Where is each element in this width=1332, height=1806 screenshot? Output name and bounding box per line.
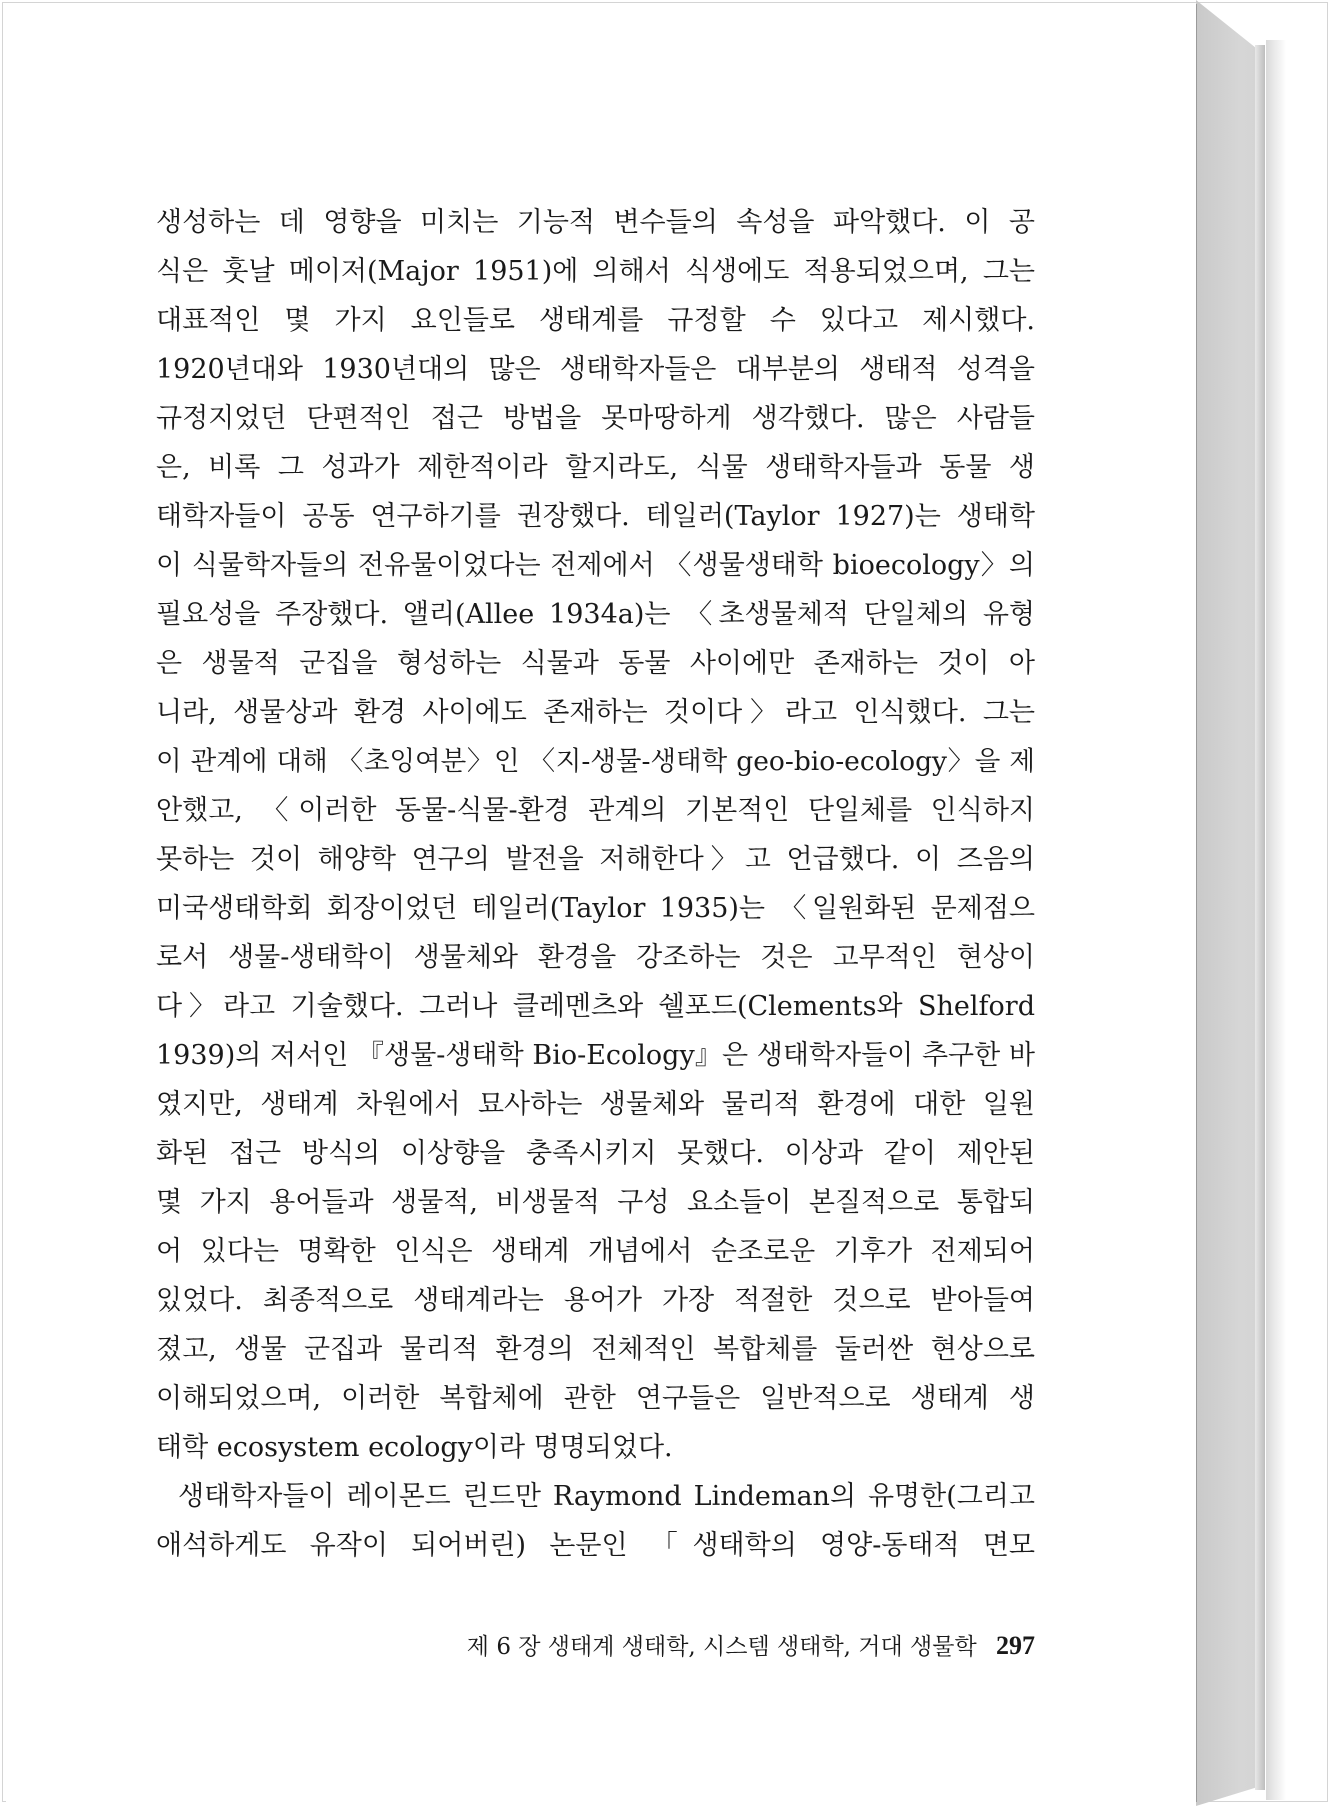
text-line: 화된 접근 방식의 이상향을 충족시키지 못했다. 이상과 같이 제안된 [156,1138,1035,1169]
page-number: 297 [996,1631,1035,1660]
book-spine-shadow [1266,40,1286,1800]
text-line: 필요성을 주장했다. 앨리(Allee 1934a)는 〈초생물체적 단일체의 유형 [156,599,1035,630]
text-line: 은, 비록 그 성과가 제한적이라 할지라도, 식물 생태학자들과 동물 생 [156,452,1035,483]
text-line: 안했고, 〈이러한 동물-식물-환경 관계의 기본적인 단일체를 인식하지 [156,795,1035,826]
body-text [156,198,1035,1570]
text-line: 식은 훗날 메이저(Major 1951)에 의해서 식생에도 적용되었으며, 그는 [156,256,1035,287]
text-line: 어 있다는 명확한 인식은 생태계 개념에서 순조로운 기후가 전제되어 [156,1236,1035,1267]
text-line: 못하는 것이 해양학 연구의 발전을 저해한다〉고 언급했다. 이 즈음의 [156,844,1035,875]
text-line: 생성하는 데 영향을 미치는 기능적 변수들의 속성을 파악했다. 이 공 [156,207,1035,238]
text-line: 로서 생물-생태학이 생물체와 환경을 강조하는 것은 고무적인 현상이 [156,942,1035,973]
text-line: 있었다. 최종적으로 생태계라는 용어가 가장 적절한 것으로 받아들여 [156,1285,1035,1316]
text-line: 이 식물학자들의 전유물이었다는 전제에서 〈생물생태학 bioecology〉의 [156,550,1035,581]
text-line: 1920년대와 1930년대의 많은 생태학자들은 대부분의 생태적 성격을 [156,354,1035,385]
text-line: 애석하게도 유작이 되어버린) 논문인 「생태학의 영양-동태적 면모 [156,1530,1035,1561]
text-line: 생태학자들이 레이몬드 린드만 Raymond Lindeman의 유명한(그리고 [178,1481,1035,1512]
book-page [6,4,1197,1802]
text-line: 대표적인 몇 가지 요인들로 생태계를 규정할 수 있다고 제시했다. [156,305,1035,336]
page-footer [156,1628,1035,1661]
text-line: 1939)의 저서인 『생물-생태학 Bio-Ecology』은 생태학자들이 추구한 바 [156,1040,1035,1071]
text-line: 니라, 생물상과 환경 사이에도 존재하는 것이다〉라고 인식했다. 그는 [156,697,1035,728]
text-line: 태학 ecosystem ecology이라 명명되었다. [156,1432,673,1463]
text-line: 태학자들이 공동 연구하기를 권장했다. 테일러(Taylor 1927)는 생태학 [156,501,1035,532]
text-line: 규정지었던 단편적인 접근 방법을 못마땅하게 생각했다. 많은 사람들 [156,403,1035,434]
book-spine-highlight [1255,45,1265,1790]
text-line: 다〉라고 기술했다. 그러나 클레멘츠와 쉘포드(Clements와 Shelford [156,991,1035,1022]
text-line: 였지만, 생태계 차원에서 묘사하는 생물체와 물리적 환경에 대한 일원 [156,1089,1035,1120]
text-line: 졌고, 생물 군집과 물리적 환경의 전체적인 복합체를 둘러싼 현상으로 [156,1334,1035,1365]
text-line: 몇 가지 용어들과 생물적, 비생물적 구성 요소들이 본질적으로 통합되 [156,1187,1035,1218]
text-line: 이해되었으며, 이러한 복합체에 관한 연구들은 일반적으로 생태계 생 [156,1383,1035,1414]
text-line: 은 생물적 군집을 형성하는 식물과 동물 사이에만 존재하는 것이 아 [156,648,1035,679]
text-line: 이 관계에 대해 〈초잉여분〉인 〈지-생물-생태학 geo-bio-ecology〉을 제 [156,746,1035,777]
running-chapter-title: 제 6 장 생태계 생태학, 시스템 생태학, 거대 생물학 [466,1634,977,1660]
text-line: 미국생태학회 회장이었던 테일러(Taylor 1935)는 〈일원화된 문제점으 [156,893,1035,924]
